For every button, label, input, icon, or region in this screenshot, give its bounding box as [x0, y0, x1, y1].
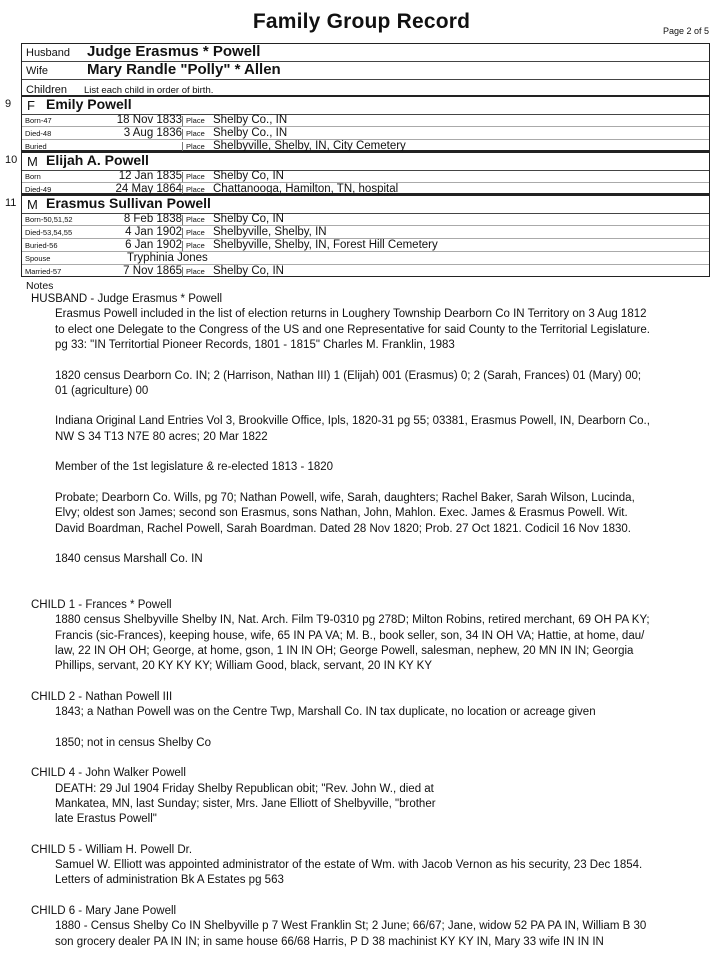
fact-place: Shelby Co, IN: [213, 213, 284, 225]
note-line: Elvy; oldest son James; second son Erasmus, sons Nathan, John, Mahlon. Exec. James & Erasmus Powell. Wit.: [55, 507, 628, 519]
spouse-row: [22, 252, 709, 265]
fact-date: 8 Feb 1838: [123, 213, 182, 225]
note-line: Probate; Dearborn Co. Wills, pg 70; Nathan Powell, wife, Sarah, daughters; Rachel Baker, Sarah Wilson, Lucinda,: [55, 492, 635, 504]
fact-label: Died-49: [25, 185, 52, 194]
note-line: 1843; a Nathan Powell was on the Centre Twp, Marshall Co. IN tax duplicate, no location or acreage given: [55, 706, 596, 718]
child-header: [5, 95, 709, 115]
note-line: Letters of administration Bk A Estates pg 563: [55, 874, 284, 886]
child-sex: F: [27, 98, 35, 113]
fact-place: Shelbyville, Shelby, IN, Forest Hill Cemetery: [213, 239, 438, 251]
note-heading: CHILD 1 - Frances * Powell: [31, 599, 172, 611]
note-line: Member of the 1st legislature & re-elected 1813 - 1820: [55, 461, 334, 473]
spouse-label: Spouse: [25, 254, 51, 263]
fact-place: Shelby Co, IN: [213, 265, 284, 277]
child-number: 9: [5, 98, 12, 110]
note-line: Samuel W. Elliott was appointed administrator of the estate of Wm. with Jacob Vernon as his security, 23 Dec 1854.: [55, 859, 643, 871]
fact-row: [22, 170, 709, 183]
fact-date: 3 Aug 1836: [123, 127, 182, 139]
fact-label: Born-47: [25, 116, 52, 125]
child-block: [5, 151, 710, 195]
fact-label: Died-53,54,55: [25, 228, 73, 237]
fact-row: [22, 127, 709, 140]
fact-label: Died-48: [25, 129, 52, 138]
note-line: law, 22 IN OH OH; George, at home, gson, 1 IN IN OH; George Powell, salesman, nephew, 20 MN IN IN; Georgia: [55, 645, 634, 657]
note-heading: HUSBAND - Judge Erasmus * Powell: [31, 293, 223, 305]
child-header: [5, 151, 709, 171]
married-row: [22, 265, 709, 277]
fact-row: [22, 239, 709, 252]
note-line: 1840 census Marshall Co. IN: [55, 553, 203, 565]
note-line: late Erastus Powell": [55, 813, 157, 825]
child-number: 10: [5, 154, 18, 166]
husband-label: Husband: [26, 47, 71, 59]
fact-place: Shelby Co, IN: [213, 170, 284, 182]
place-label: Place: [182, 116, 205, 126]
note-line: 1880 census Shelbyville Shelby IN, Nat. Arch. Film T9-0310 pg 278D; Milton Robins, retired merchant, 69 OH PA KY;: [55, 614, 650, 626]
family-header-table: [21, 43, 710, 97]
note-line: 1850; not in census Shelby Co: [55, 737, 211, 749]
wife-name: Mary Randle "Polly" * Allen: [87, 61, 281, 78]
fact-place: Shelby Co., IN: [213, 114, 288, 126]
fact-label: Buried: [25, 142, 47, 151]
fact-place: Shelby Co., IN: [213, 127, 288, 139]
children-label: Children: [26, 84, 67, 96]
notes-label: Notes: [26, 280, 54, 292]
fact-label: Born-50,51,52: [25, 215, 73, 224]
wife-row: [22, 62, 709, 80]
child-block: [5, 194, 710, 277]
note-line: pg 33: "IN Territortial Pioneer Records, 1801 - 1815" Charles M. Franklin, 1983: [55, 339, 455, 351]
child-sex: M: [27, 154, 38, 169]
fact-date: 7 Nov 1865: [123, 265, 182, 277]
fact-date: 18 Nov 1833: [116, 114, 182, 126]
note-line: 1880 - Census Shelby Co IN Shelbyville p 7 West Franklin St; 2 June; 66/67; Jane, widow 52 PA PA IN, William B 30: [55, 920, 647, 932]
fact-place: Shelbyville, Shelby, IN, City Cemetery: [213, 140, 406, 152]
place-label: Place: [182, 142, 205, 152]
note-line: Indiana Original Land Entries Vol 3, Brookville Office, Ipls, 1820-31 pg 55; 03381, Erasmus Powell, IN, Dearborn Co.,: [55, 415, 650, 427]
note-line: Erasmus Powell included in the list of election returns in Loughery Township Dearborn Co IN Territory on 3 Aug 1812: [55, 308, 647, 320]
note-heading: CHILD 4 - John Walker Powell: [31, 767, 186, 779]
note-line: to elect one Delegate to the Congress of the US and one Representative for said County to the Territorial Legislature.: [55, 324, 650, 336]
note-heading: CHILD 6 - Mary Jane Powell: [31, 905, 177, 917]
note-line: David Boardman, Rachel Powell, Sarah Boardman. Dated 28 Nov 1820; Prob. 27 Oct 1821. Codicil 16 Nov 1830.: [55, 523, 631, 535]
place-label: Place: [182, 241, 205, 251]
place-label: Place: [182, 228, 205, 238]
place-label: Place: [182, 129, 205, 139]
fact-label: Born: [25, 172, 41, 181]
wife-label: Wife: [26, 65, 48, 77]
spouse-name: Tryphinia Jones: [127, 252, 208, 264]
fact-date: 6 Jan 1902: [125, 239, 182, 251]
page-number: Page 2 of 5: [662, 26, 709, 36]
husband-row: [22, 44, 709, 62]
note-line: 01 (agriculture) 00: [55, 385, 149, 397]
note-line: 1820 census Dearborn Co. IN; 2 (Harrison, Nathan III) 1 (Elijah) 001 (Erasmus) 0; 2 (Sarah, Frances) 01 (Mary) 00;: [55, 370, 642, 382]
note-heading: CHILD 2 - Nathan Powell III: [31, 691, 173, 703]
child-block: [5, 95, 710, 152]
fact-label: Buried-56: [25, 241, 58, 250]
note-line: Mankatea, MN, last Sunday; sister, Mrs. Jane Elliott of Shelbyville, "brother: [55, 798, 436, 810]
fact-date: 12 Jan 1835: [118, 170, 182, 182]
note-line: DEATH: 29 Jul 1904 Friday Shelby Republican obit; "Rev. John W., died at: [55, 783, 434, 795]
child-name: Emily Powell: [46, 96, 132, 112]
fact-row: [22, 226, 709, 239]
note-heading: CHILD 5 - William H. Powell Dr.: [31, 844, 193, 856]
fact-row: [22, 114, 709, 127]
note-line: Francis (sic-Frances), keeping house, wife, 65 IN PA VA; M. B., book seller, son, 34 IN OH VA; Hattie, at home, dau/: [55, 630, 645, 642]
child-name: Erasmus Sullivan Powell: [46, 195, 211, 211]
child-number: 11: [5, 197, 17, 209]
child-sex: M: [27, 197, 38, 212]
fact-place: Shelbyville, Shelby, IN: [213, 226, 327, 238]
place-label: Place: [182, 215, 205, 225]
fact-row: [22, 213, 709, 226]
place-label: Place: [182, 172, 205, 182]
place-label: Place: [182, 267, 205, 277]
children-instruction: List each child in order of birth.: [84, 85, 214, 96]
note-line: NW S 34 T13 N7E 80 acres; 20 Mar 1822: [55, 431, 268, 443]
fact-label: Married-57: [25, 267, 62, 276]
place-label: Place: [182, 185, 205, 195]
fact-date: 4 Jan 1902: [125, 226, 182, 238]
husband-name: Judge Erasmus * Powell: [87, 43, 261, 60]
fact-date: 24 May 1864: [115, 183, 182, 195]
fact-place: Chattanooga, Hamilton, TN, hospital: [213, 183, 399, 195]
note-line: son grocery dealer PA IN IN; in same house 66/68 Harris, P D 38 machinist KY KY IN, Mary 33 wife IN IN IN: [55, 936, 604, 948]
child-name: Elijah A. Powell: [46, 152, 149, 168]
page-title: Family Group Record: [252, 10, 471, 33]
note-line: Phillips, servant, 20 KY KY KY; William Good, black, servant, 20 IN KY KY: [55, 660, 433, 672]
child-header: [5, 194, 709, 214]
